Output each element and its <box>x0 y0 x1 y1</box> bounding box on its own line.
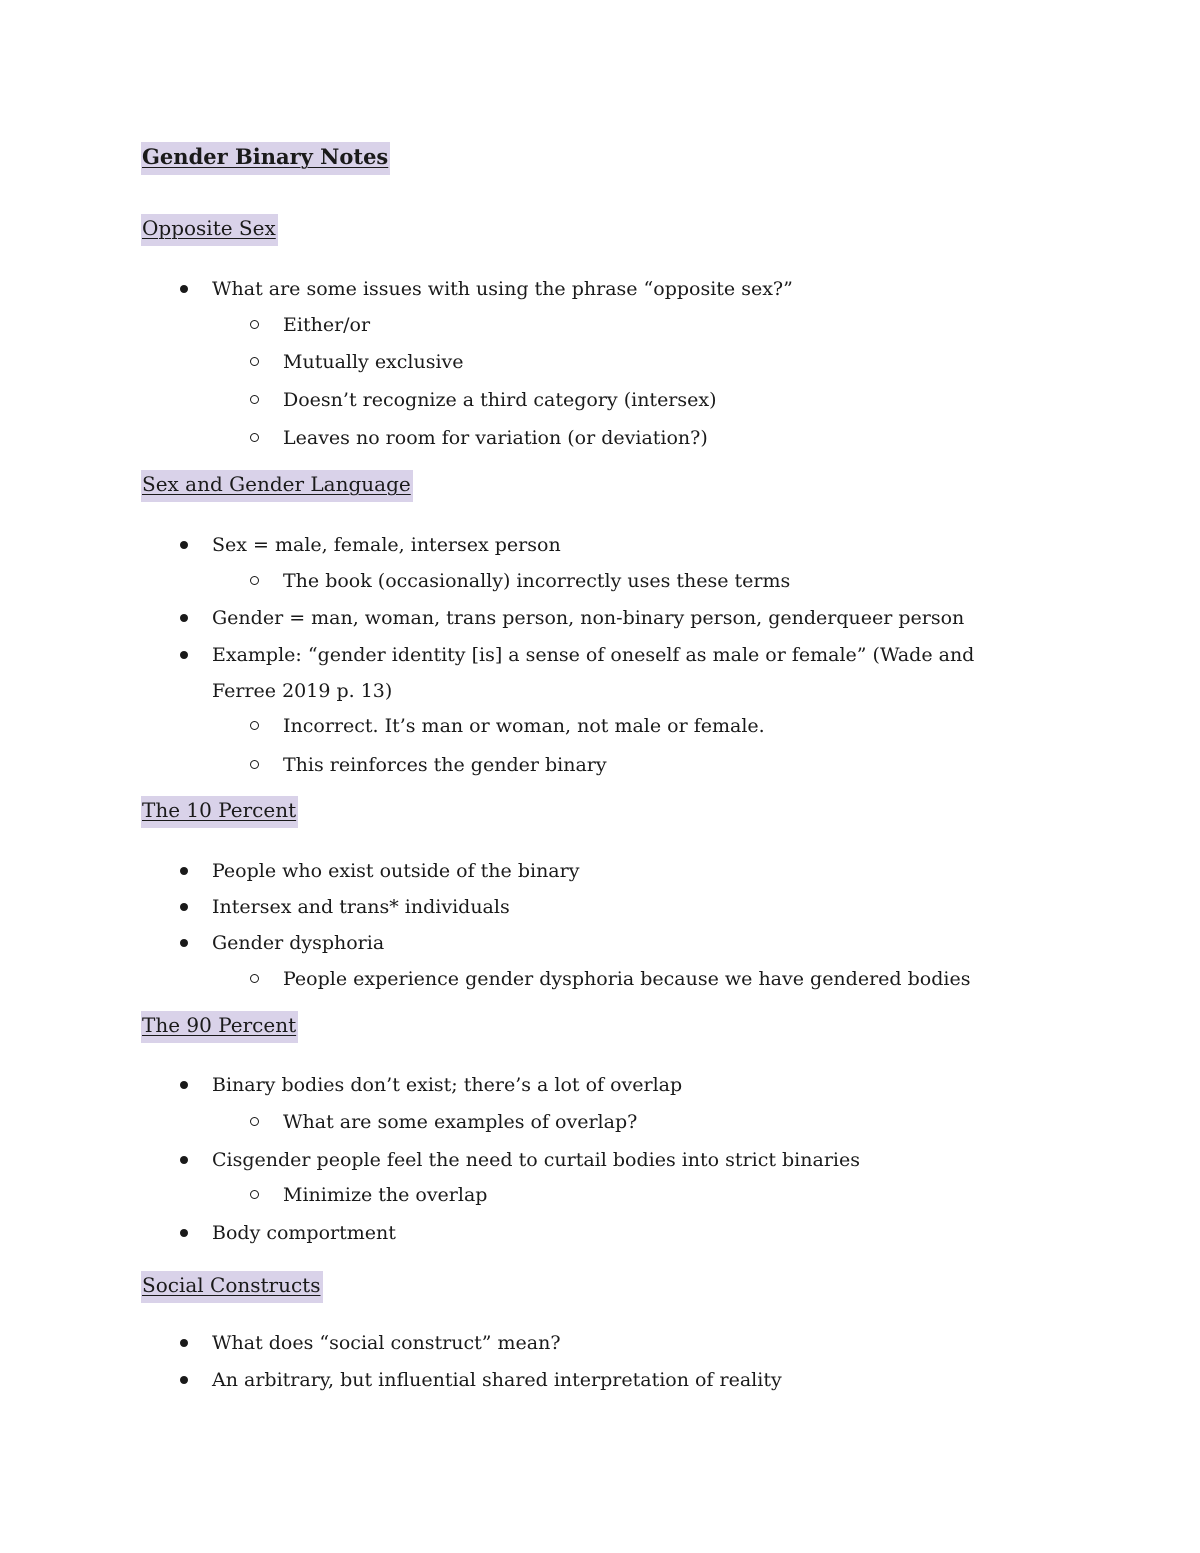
bullet-circle-icon <box>250 974 259 983</box>
sub-list-item: This reinforces the gender binary <box>283 754 607 776</box>
bullet-circle-icon <box>250 357 259 366</box>
bullet-circle-icon <box>250 760 259 769</box>
list-item: People who exist outside of the binary <box>212 860 580 882</box>
bullet-disc-icon <box>180 1156 188 1164</box>
sub-list-item: Mutually exclusive <box>283 351 464 373</box>
bullet-disc-icon <box>180 903 188 911</box>
bullet-circle-icon <box>250 1117 259 1126</box>
bullet-circle-icon <box>250 433 259 442</box>
list-item: Gender = man, woman, trans person, non-binary person, genderqueer person <box>212 607 965 629</box>
bullet-circle-icon <box>250 721 259 730</box>
bullet-disc-icon <box>180 651 188 659</box>
bullet-disc-icon <box>180 1229 188 1237</box>
section-heading-social-constructs: Social Constructs <box>141 1271 323 1303</box>
bullet-circle-icon <box>250 576 259 585</box>
list-item: Sex = male, female, intersex person <box>212 534 561 556</box>
list-item: What are some issues with using the phrase “opposite sex?” <box>212 278 793 300</box>
section-heading-the-90-percent: The 90 Percent <box>141 1011 298 1043</box>
list-item: What does “social construct” mean? <box>212 1332 561 1354</box>
list-item: Intersex and trans* individuals <box>212 896 510 918</box>
bullet-disc-icon <box>180 939 188 947</box>
bullet-disc-icon <box>180 867 188 875</box>
bullet-disc-icon <box>180 1339 188 1347</box>
section-heading-sex-and-gender-language: Sex and Gender Language <box>141 470 413 502</box>
bullet-circle-icon <box>250 1190 259 1199</box>
list-item: An arbitrary, but influential shared interpretation of reality <box>212 1369 782 1391</box>
sub-list-item: The book (occasionally) incorrectly uses these terms <box>283 570 791 592</box>
section-heading-the-10-percent: The 10 Percent <box>141 796 298 828</box>
bullet-disc-icon <box>180 1081 188 1089</box>
sub-list-item: Either/or <box>283 314 371 336</box>
bullet-disc-icon <box>180 614 188 622</box>
bullet-circle-icon <box>250 320 259 329</box>
list-item: Cisgender people feel the need to curtail bodies into strict binaries <box>212 1149 860 1171</box>
sub-list-item: Minimize the overlap <box>283 1184 488 1206</box>
sub-list-item: People experience gender dysphoria because we have gendered bodies <box>283 968 971 990</box>
list-item: Example: “gender identity [is] a sense of oneself as male or female” (Wade and Ferree 2019 p. 13) <box>212 644 975 702</box>
bullet-disc-icon <box>180 1376 188 1384</box>
sub-list-item: What are some examples of overlap? <box>283 1111 638 1133</box>
bullet-disc-icon <box>180 541 188 549</box>
sub-list-item: Doesn’t recognize a third category (intersex) <box>283 389 717 411</box>
list-item: Gender dysphoria <box>212 932 385 954</box>
list-item: Body comportment <box>212 1222 396 1244</box>
bullet-disc-icon <box>180 285 188 293</box>
document-title: Gender Binary Notes <box>141 142 390 175</box>
bullet-circle-icon <box>250 395 259 404</box>
sub-list-item: Leaves no room for variation (or deviation?) <box>283 427 708 449</box>
section-heading-opposite-sex: Opposite Sex <box>141 214 278 246</box>
sub-list-item: Incorrect. It’s man or woman, not male or female. <box>283 715 765 737</box>
list-item: Binary bodies don’t exist; there’s a lot of overlap <box>212 1074 683 1096</box>
